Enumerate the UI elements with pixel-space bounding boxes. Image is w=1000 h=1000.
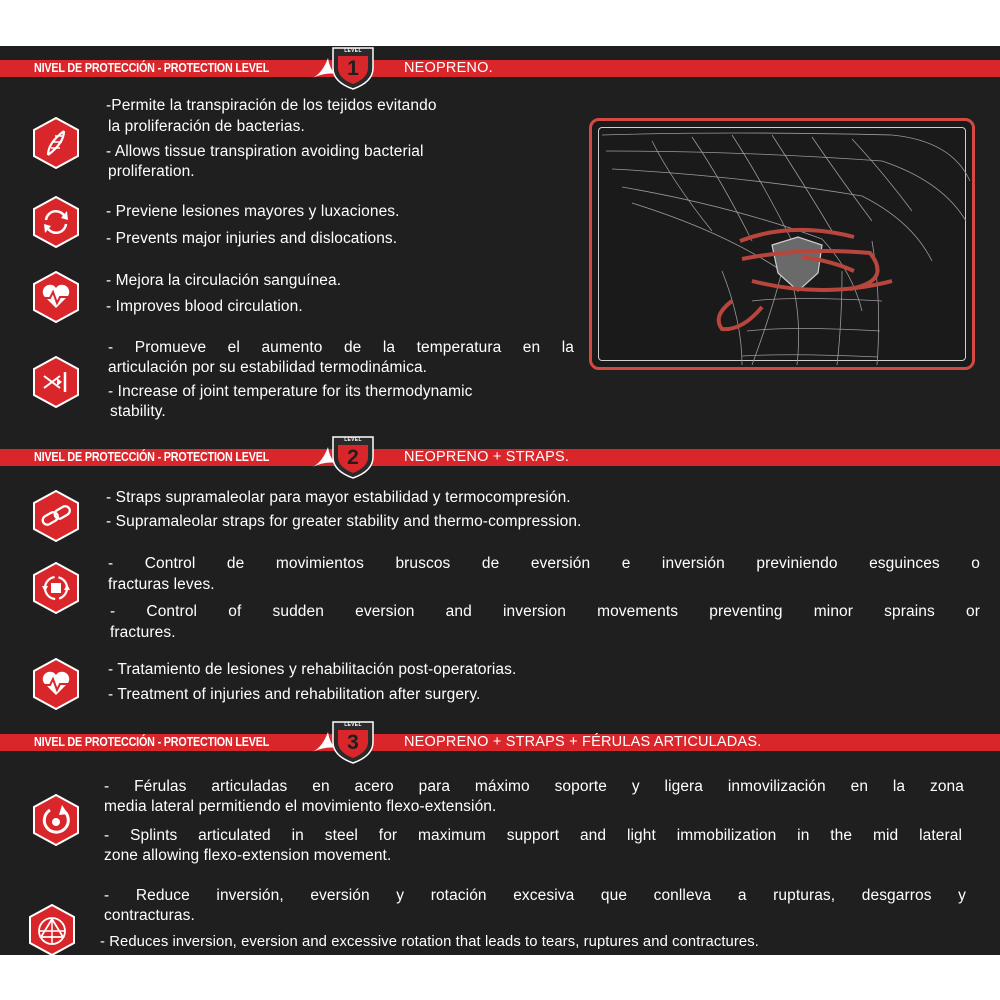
rotation-control-icon	[32, 562, 80, 614]
feature-1-3-es: - Mejora la circulación sanguínea.	[106, 272, 342, 289]
level-1-shield-word: LEVEL	[344, 48, 362, 54]
level-3-shield	[330, 720, 390, 768]
level-2-shield	[330, 435, 390, 483]
knee-wireframe-illustration	[589, 118, 975, 370]
feature-3-1-es-line-1: - Férulas articuladas en acero para máximo soporte y ligera inmovilización en la zona	[104, 778, 964, 795]
feature-1-1-en-line-1: - Allows tissue transpiration avoiding bacterial	[106, 143, 424, 160]
feature-1-2-en: - Prevents major injuries and dislocations.	[106, 230, 398, 247]
rotation-triangle-icon	[28, 904, 76, 955]
level-3-title: NEOPRENO + STRAPS + FÉRULAS ARTICULADAS.	[404, 734, 762, 750]
feature-1-1-es-line-2: la proliferación de bacterias.	[108, 118, 305, 135]
feature-2-1-en: - Supramaleolar straps for greater stability and thermo-compression.	[106, 513, 582, 530]
feature-3-2-en: - Reduces inversion, eversion and excessive rotation that leads to tears, ruptures and contractures.	[100, 934, 759, 950]
feature-1-4-en-line-1: - Increase of joint temperature for its thermodynamic	[108, 383, 473, 400]
level-1-title: NEOPRENO.	[404, 60, 493, 76]
chain-link-icon	[32, 490, 80, 542]
feature-1-4-es-line-2: articulación por su estabilidad termodinámica.	[108, 359, 428, 376]
feature-3-2-es-line-1: - Reduce inversión, eversión y rotación excesiva que conlleva a rupturas, desgarros y	[104, 887, 966, 904]
refresh-arrows-icon	[32, 196, 80, 248]
heart-pulse-icon	[32, 271, 80, 323]
feature-2-1-es: - Straps supramaleolar para mayor estabilidad y termocompresión.	[106, 489, 571, 506]
feature-2-2-es-line-2: fracturas leves.	[108, 576, 215, 593]
knee-mesh-graphic	[592, 121, 972, 367]
arrows-to-wall-icon	[32, 356, 80, 408]
level-2-band-label: NIVEL DE PROTECCIÓN - PROTECTION LEVEL	[34, 450, 270, 464]
level-1-band-label: NIVEL DE PROTECCIÓN - PROTECTION LEVEL	[34, 61, 270, 75]
dna-icon	[32, 117, 80, 169]
level-2-title: NEOPRENO + STRAPS.	[404, 449, 570, 465]
feature-2-2-en-line-1: - Control of sudden eversion and inversion movements preventing minor sprains or	[110, 603, 980, 620]
level-1-number: 1	[347, 57, 359, 80]
feature-1-1-en-line-2: proliferation.	[108, 163, 195, 180]
feature-2-3-es: - Tratamiento de lesiones y rehabilitación post-operatorias.	[108, 661, 517, 678]
feature-3-1-en-line-1: - Splints articulated in steel for maximum support and light immobilization in the mid lateral	[104, 827, 962, 844]
circular-arrow-icon	[32, 794, 80, 846]
protection-levels-panel	[0, 46, 1000, 955]
level-3-shield-word: LEVEL	[344, 722, 362, 728]
feature-2-3-en: - Treatment of injuries and rehabilitation after surgery.	[108, 686, 481, 703]
feature-1-1-es-line-1: -Permite la transpiración de los tejidos evitando	[106, 97, 437, 114]
level-1-shield	[330, 46, 390, 94]
level-2-band	[0, 449, 1000, 466]
feature-2-2-es-line-1: - Control de movimientos bruscos de eversión e inversión previniendo esguinces o	[108, 555, 980, 572]
feature-1-4-en-line-2: stability.	[110, 403, 166, 420]
feature-3-1-es-line-2: media lateral permitiendo el movimiento flexo-extensión.	[104, 798, 497, 815]
level-1-band	[0, 60, 1000, 77]
heart-pulse-icon	[32, 658, 80, 710]
level-3-band	[0, 734, 1000, 751]
feature-2-2-en-line-2: fractures.	[110, 624, 176, 641]
feature-1-2-es: - Previene lesiones mayores y luxaciones.	[106, 203, 400, 220]
level-3-number: 3	[347, 731, 359, 754]
level-3-band-label: NIVEL DE PROTECCIÓN - PROTECTION LEVEL	[34, 735, 270, 749]
feature-1-3-en: - Improves blood circulation.	[106, 298, 303, 315]
level-2-number: 2	[347, 446, 359, 469]
feature-3-2-es-line-2: contracturas.	[104, 907, 195, 924]
feature-1-4-es-line-1: - Promueve el aumento de la temperatura en la	[108, 339, 574, 356]
level-2-shield-word: LEVEL	[344, 437, 362, 443]
feature-3-1-en-line-2: zone allowing flexo-extension movement.	[104, 847, 392, 864]
